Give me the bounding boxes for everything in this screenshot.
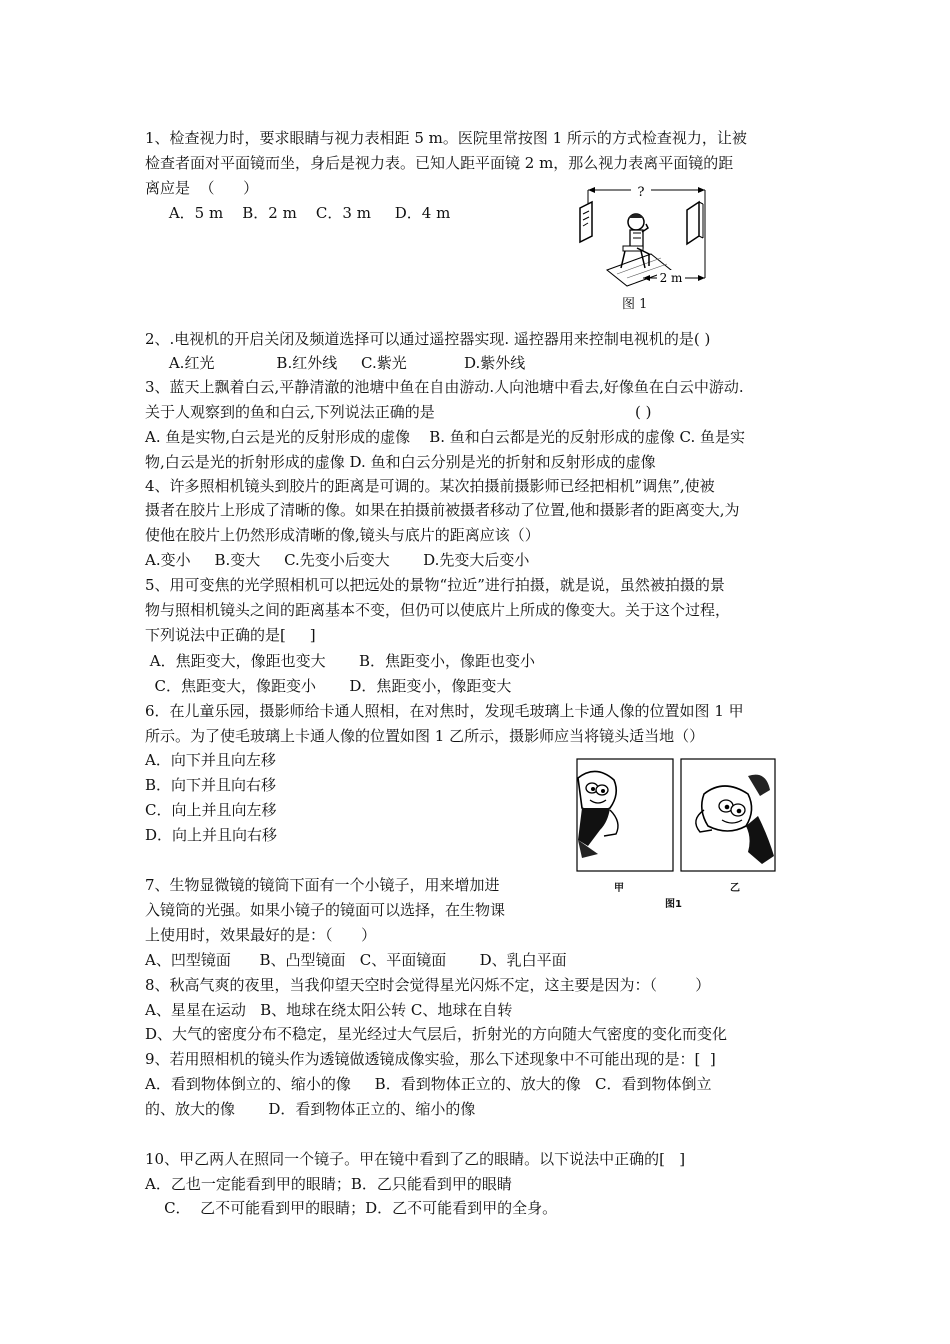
figure-q6-label-yi: 乙 — [730, 883, 740, 894]
q2-options: A.红光 B.红外线 C.紫光 D.紫外线 — [145, 354, 526, 372]
q4-line-3: 使他在胶片上仍然形成清晰的像,镜头与底片的距离应该（） — [145, 526, 540, 544]
q8-line-2: A、星星在运动 B、地球在绕太阳公转 C、地球在自转 — [145, 1001, 513, 1019]
q3-line-3: A. 鱼是实物,白云是光的反射形成的虚像 B. 鱼和白云都是光的反射形成的虚像 C. 鱼是实 — [145, 428, 746, 446]
figure-1-vision-test — [575, 178, 725, 318]
q6-option-a: A．向下并且向左移 — [145, 751, 276, 769]
q6-option-d: D．向上并且向右移 — [145, 826, 278, 844]
q8-line-3: D、大气的密度分布不稳定，星光经过大气层后，折射光的方向随大气密度的变化而变化 — [145, 1025, 728, 1043]
q5-line-3: 下列说法中正确的是[ ] — [145, 626, 316, 644]
q4-line-2: 摄者在胶片上形成了清晰的像。如果在拍摄前被摄者移动了位置,他和摄影者的距离变大,为 — [145, 501, 740, 519]
figure-q6-yi — [680, 758, 776, 872]
figure-1-caption: 图 1 — [622, 297, 648, 312]
plane-mirror — [687, 202, 699, 244]
q6-line-1: 6．在儿童乐园，摄影师给卡通人照相，在对焦时，发现毛玻璃上卡通人像的位置如图 1 甲 — [145, 702, 744, 720]
q10-line-1: 10、甲乙两人在照同一个镜子。甲在镜中看到了乙的眼睛。以下说法中正确的[ ] — [145, 1150, 686, 1168]
q5-options-ab: A．焦距变大，像距也变大 B．焦距变小，像距也变小 — [145, 652, 536, 670]
q4-line-1: 4、许多照相机镜头到胶片的距离是可调的。某次拍摄前摄影师已经把相机”调焦”,使被 — [145, 477, 715, 495]
q1-line-1: 1、检查视力时，要求眼睛与视力表相距 5 m。医院里常按图 1 所示的方式检查视力，让被 — [145, 129, 747, 147]
q9-line-1: 9、若用照相机的镜头作为透镜做透镜成像实验，那么下述现象中不可能出现的是：[ ] — [145, 1050, 716, 1068]
q1-options: A．5 m B．2 m C．3 m D．4 m — [145, 204, 451, 222]
q9-line-2: A．看到物体倒立的、缩小的像 B．看到物体正立的、放大的像 C．看到物体倒立 — [145, 1075, 712, 1093]
q3-line-1: 3、蓝天上飘着白云,平静清澈的池塘中鱼在自由游动.人向池塘中看去,好像鱼在白云中游动. — [145, 378, 744, 396]
q5-options-cd: C．焦距变大，像距变小 D．焦距变小，像距变大 — [145, 677, 512, 695]
figure-q6-label-jia: 甲 — [614, 883, 624, 894]
q10-line-3: C． 乙不可能看到甲的眼睛；D．乙不可能看到甲的全身。 — [145, 1199, 558, 1217]
q1-line-2: 检查者面对平面镜而坐，身后是视力表。已知人距平面镜 2 m，那么视力表离平面镜的距 — [145, 154, 734, 172]
q4-options: A.变小 B.变大 C.先变小后变大 D.先变大后变小 — [145, 551, 530, 569]
q1-line-3: 离应是 （ ） — [145, 179, 259, 197]
eye-chart — [580, 202, 592, 242]
q7-line-1: 7、生物显微镜的镜筒下面有一个小镜子，用来增加进 — [145, 876, 500, 894]
q9-line-3: 的、放大的像 D．看到物体正立的、缩小的像 — [145, 1100, 476, 1118]
figure-q6-jia — [576, 758, 674, 872]
q5-line-1: 5、用可变焦的光学照相机可以把远处的景物“拉近”进行拍摄，就是说，虽然被拍摄的景 — [145, 576, 725, 594]
q3-line-2: 关于人观察到的鱼和白云,下列说法正确的是 ( ) — [145, 403, 652, 421]
q3-line-4: 物,白云是光的折射形成的虚像 D. 鱼和白云分别是光的折射和反射形成的虚像 — [145, 453, 656, 471]
q6-line-2: 所示。为了使毛玻璃上卡通人像的位置如图 1 乙所示，摄影师应当将镜头适当地（） — [145, 727, 705, 745]
q10-line-2: A．乙也一定能看到甲的眼睛；B．乙只能看到甲的眼睛 — [145, 1175, 512, 1193]
figure-1-question-mark: ? — [637, 185, 645, 200]
q7-line-3: 上使用时，效果最好的是：（ ） — [145, 926, 377, 944]
q5-line-2: 物与照相机镜头之间的距离基本不变，但仍可以使底片上所成的像变大。关于这个过程， — [145, 601, 731, 619]
q6-option-c: C．向上并且向左移 — [145, 801, 277, 819]
q7-options: A、凹型镜面 B、凸型镜面 C、平面镜面 D、乳白平面 — [145, 951, 567, 969]
q7-line-2: 入镜筒的光强。如果小镜子的镜面可以选择，在生物课 — [145, 901, 506, 919]
q8-line-1: 8、秋高气爽的夜里，当我仰望天空时会觉得星光闪烁不定，这主要是因为：（ ） — [145, 976, 711, 994]
q2-line-1: 2、.电视机的开启关闭及频道选择可以通过遥控器实现. 遥控器用来控制电视机的是( ) — [145, 330, 711, 348]
q6-option-b: B．向下并且向右移 — [145, 776, 277, 794]
figure-1-distance-label: 2 m — [659, 271, 683, 285]
figure-q6-caption: 图1 — [665, 899, 682, 910]
